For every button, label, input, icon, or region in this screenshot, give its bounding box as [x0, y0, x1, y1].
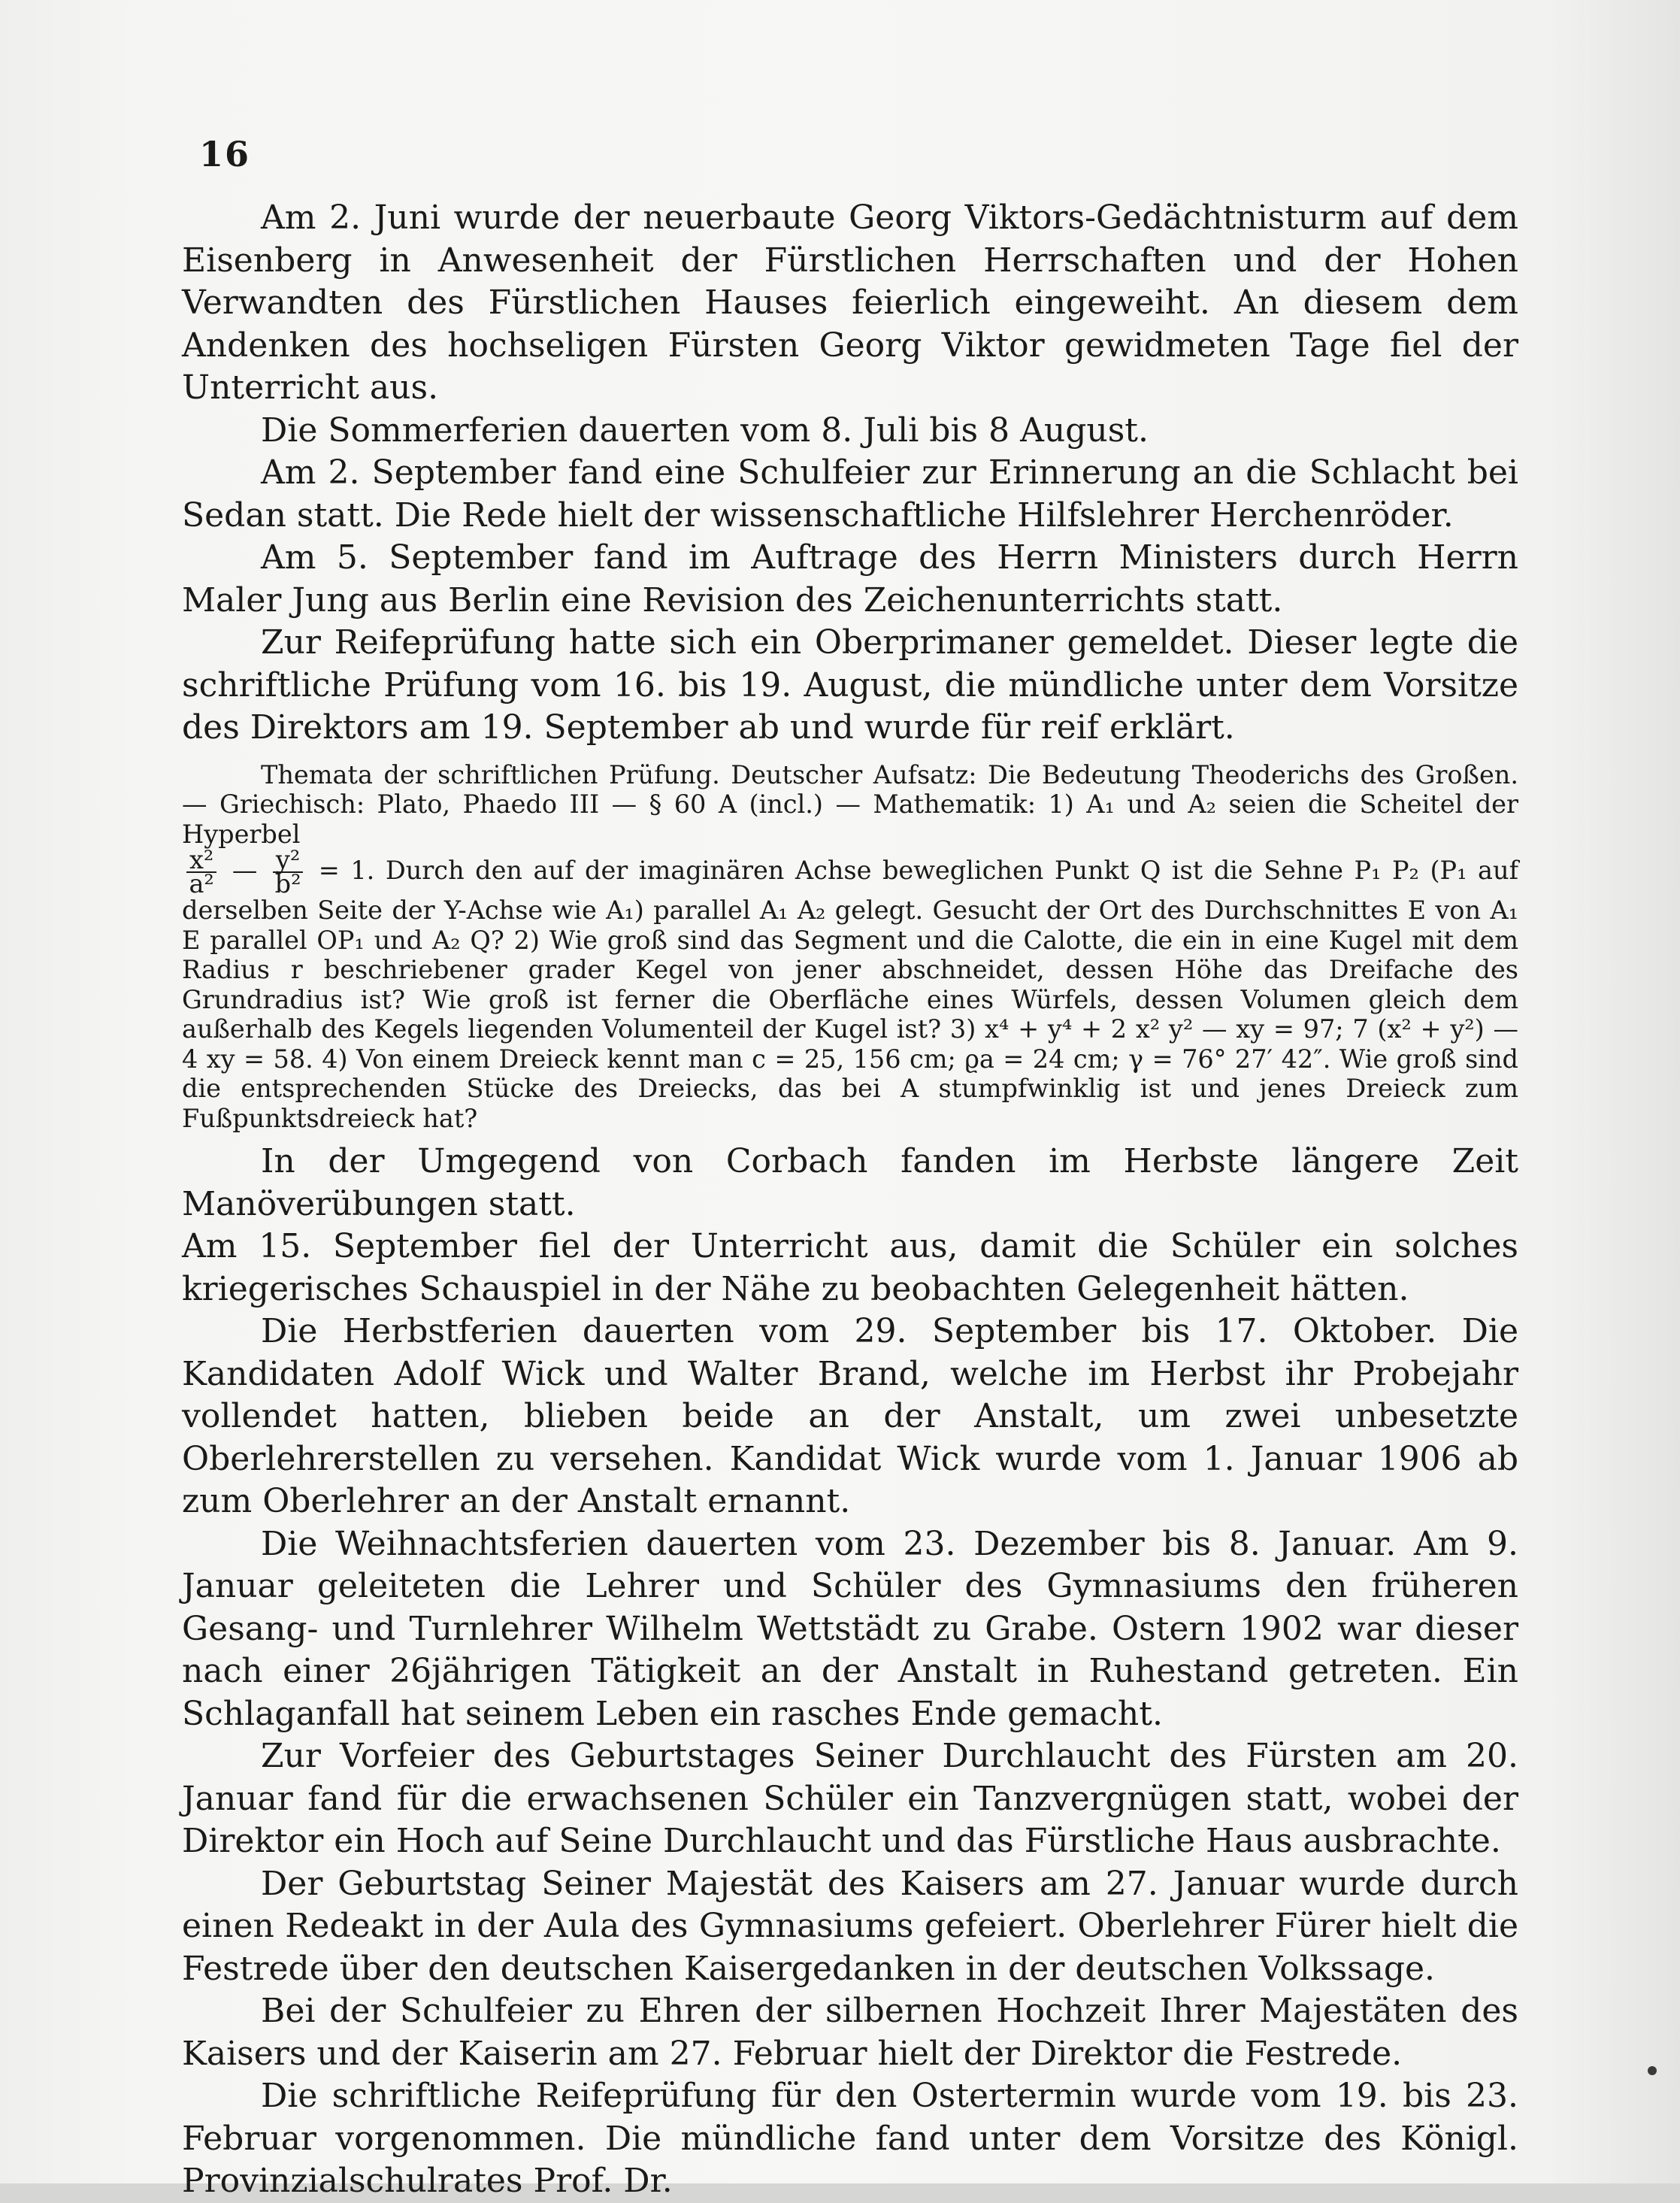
paragraph-revision: Am 5. September fand im Auftrage des Herrn Ministers durch Herrn Maler Jung aus Berlin eine Revision des Zeichenunterrichts statt. — [182, 538, 1518, 620]
page-number: 16 — [199, 134, 251, 174]
fraction-denominator: a² — [189, 869, 214, 898]
paragraph-unterricht-aus: Am 15. September fiel der Unterricht aus, damit die Schüler ein solches kriegerisches Schauspiel in der Nähe zu beobachten Gelegenheit hätten. — [182, 1227, 1518, 1308]
fraction-numerator: y² — [273, 849, 303, 873]
fraction-numerator: x² — [186, 849, 216, 873]
themata-block — [182, 760, 1518, 1134]
paragraph-sedanfeier: Am 2. September fand eine Schulfeier zur Erinnerung an die Schlacht bei Sedan statt. Die Rede hielt der wissenschaftliche Hilfslehrer Herchenröder. — [182, 453, 1518, 535]
paragraph-weihnachtsferien: Die Weihnachtsferien dauerten vom 23. Dezember bis 8. Januar. Am 9. Januar geleiteten die Lehrer und Schüler des Gymnasiums den früheren Gesang- und Turnlehrer Wilhelm Wettstädt zu Grabe. Ostern 1902 war dieser nach einer 26jährigen Tätigkeit an der Anstalt in Ruhestand getreten. Ein Schlaganfall hat seinem Leben ein rasches Ende gemacht. — [182, 1524, 1518, 1733]
themata-lead: Themata der schriftlichen Prüfung. Deutscher Aufsatz: Die Bedeutung Theoderichs des Großen. — Griechisch: Plato, Phaedo III — § 60 A (incl.) — Mathematik: 1) A₁ und A₂ seien die Scheitel der Hyperbel — [182, 759, 1518, 849]
fraction-x-over-a — [186, 845, 216, 898]
body-text — [182, 197, 1518, 2203]
paragraph-gedaechtnisturm: Am 2. Juni wurde der neuerbaute Georg Viktors-Gedächtnisturm auf dem Eisenberg in Anwesenheit der Fürstlichen Herrschaften und der Hohen Verwandten des Fürstlichen Hauses feierlich eingeweiht. An diesem dem Andenken des hochseligen Fürsten Georg Viktor gewidmeten Tage fiel der Unterricht aus. — [182, 198, 1518, 407]
paragraph-herbstferien: Die Herbstferien dauerten vom 29. September bis 17. Oktober. Die Kandidaten Adolf Wick und Walter Brand, welche im Herbst ihr Probejahr vollendet hatten, blieben beide an der Anstalt, um zwei unbesetzte Oberlehrerstellen zu versehen. Kandidat Wick wurde vom 1. Januar 1906 ab zum Oberlehrer an der Anstalt ernannt. — [182, 1312, 1518, 1520]
page-edge-speck — [1648, 2066, 1657, 2075]
paragraph-vorfeier: Zur Vorfeier des Geburtstages Seiner Durchlaucht des Fürsten am 20. Januar fand für die erwachsenen Schüler ein Tanzvergnügen statt, wobei der Direktor ein Hoch auf Seine Durchlaucht und das Fürstliche Haus ausbrachte. — [182, 1737, 1518, 1860]
paragraph-manoever: In der Umgegend von Corbach fanden im Herbste längere Zeit Manöverübungen statt. — [182, 1142, 1518, 1223]
paragraph-reifepruefung: Zur Reifeprüfung hatte sich ein Oberprimaner gemeldet. Dieser legte die schriftliche Prüfung vom 16. bis 19. August, die mündliche unter dem Vorsitze des Direktors am 19. September ab und wurde für reif erklärt. — [182, 623, 1518, 747]
paragraph-ostertermin: Die schriftliche Reifeprüfung für den Ostertermin wurde vom 19. bis 23. Februar vorgenommen. Die mündliche fand unter dem Vorsitze des Königl. Provinzialschulrates Prof. Dr. — [182, 2077, 1518, 2200]
paragraph-silberne-hochzeit: Bei der Schulfeier zu Ehren der silbernen Hochzeit Ihrer Majestäten des Kaisers und der Kaiserin am 27. Februar hielt der Direktor die Festrede. — [182, 1992, 1518, 2073]
themata-rest: = 1. Durch den auf der imaginären Achse beweglichen Punkt Q ist die Sehne P₁ P₂ (P₁ auf derselben Seite der Y-Achse wie A₁) parallel A₁ A₂ gelegt. Gesucht der Ort des Durchschnittes E von A₁ E parallel OP₁ und A₂ Q? 2) Wie groß sind das Segment und die Calotte, die ein in eine Kugel mit dem Radius r beschriebener grader Kegel von jener abschneidet, dessen Höhe das Dreifache des Grundradius ist? Wie groß ist ferner die Oberfläche eines Würfels, dessen Volumen gleich dem außerhalb des Kegels liegenden Volumenteil der Kugel ist? 3) x⁴ + y⁴ + 2 x² y² — xy = 97; 7 (x² + y²) — 4 xy = 58. 4) Von einem Dreieck kennt man c = 25, 156 cm; ϱa = 24 cm; γ = 76° 27′ 42″. Wie groß sind die entsprechenden Stücke des Dreiecks, das bei A stumpfwinklig ist und jenes Dreieck zum Fußpunktsdreieck hat? — [182, 856, 1518, 1133]
fraction-y-over-b — [273, 845, 303, 898]
minus-sign: — — [232, 856, 258, 885]
fraction-denominator: b² — [274, 869, 301, 898]
paragraph-kaisergeburtstag: Der Geburtstag Seiner Majestät des Kaisers am 27. Januar wurde durch einen Redeakt in der Aula des Gymnasiums gefeiert. Oberlehrer Fürer hielt die Festrede über den deutschen Kaisergedanken in der deutschen Volkssage. — [182, 1864, 1518, 1988]
paragraph-sommerferien: Die Sommerferien dauerten vom 8. Juli bis 8 August. — [261, 411, 1149, 450]
